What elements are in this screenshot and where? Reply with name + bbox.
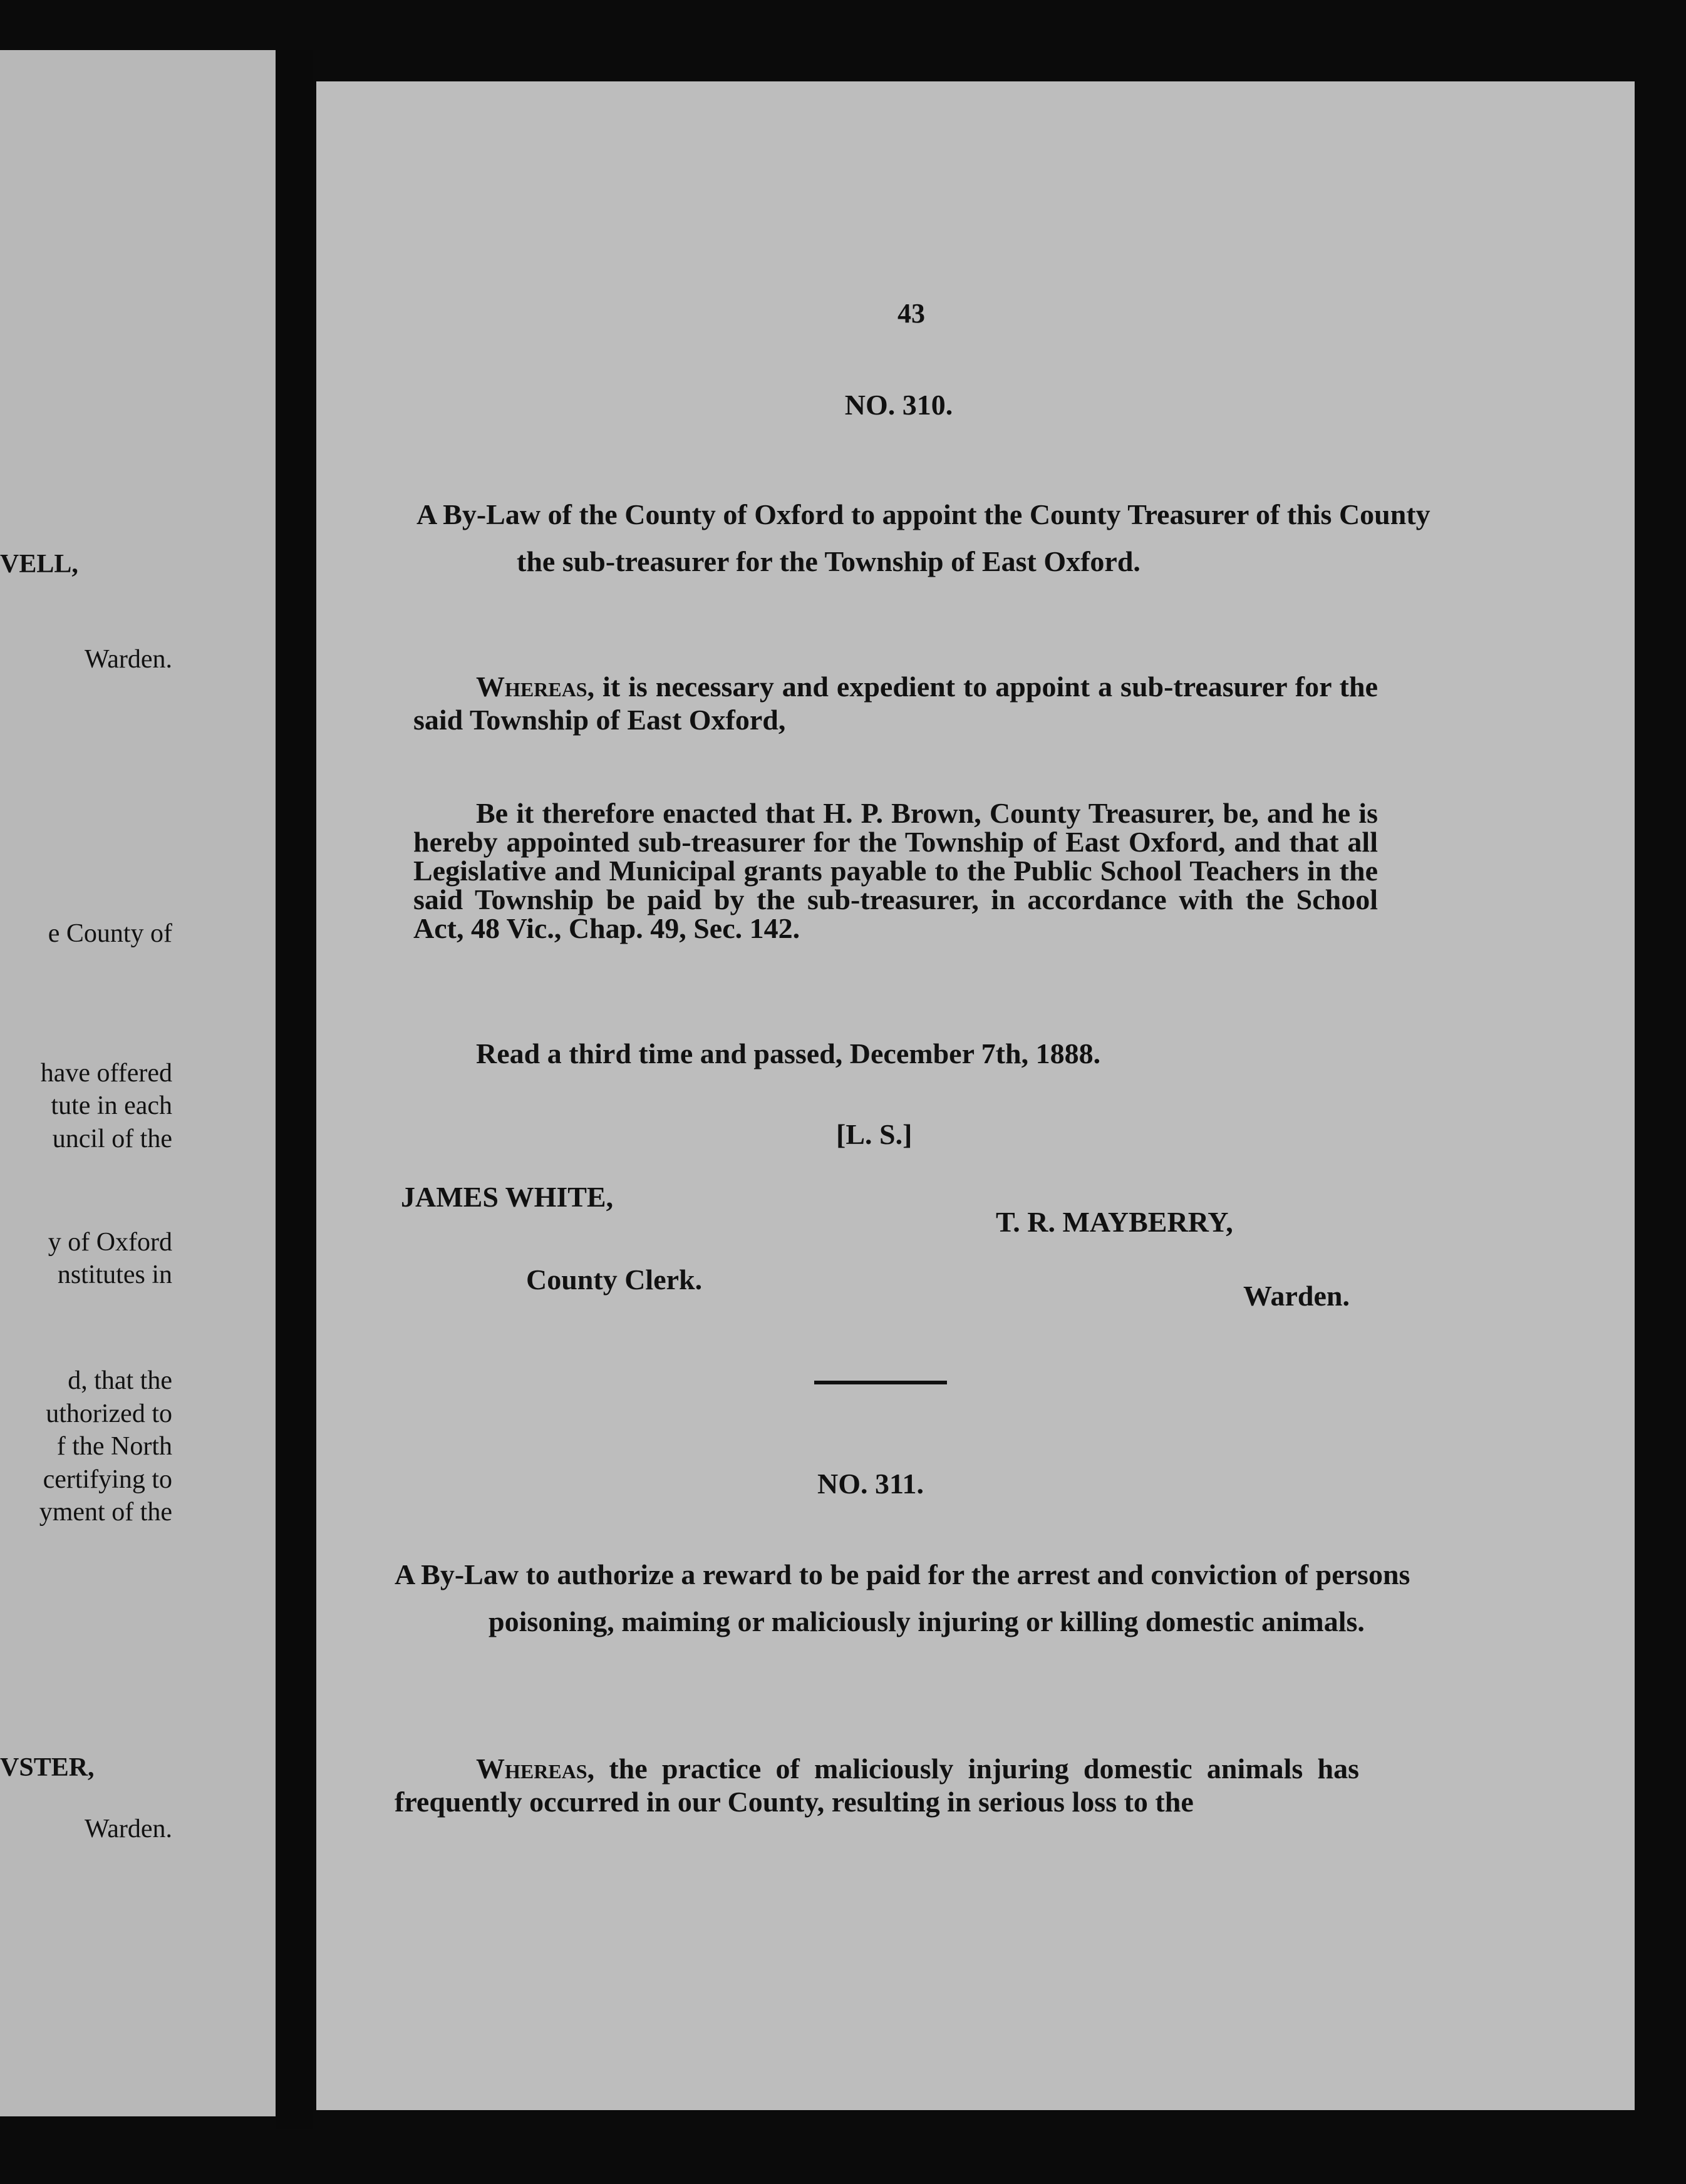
left-line: VELL, <box>0 550 78 579</box>
left-line: VSTER, <box>0 1753 95 1782</box>
seal: [L. S.] <box>836 1118 913 1150</box>
warden-name: T. R. MAYBERRY, <box>996 1206 1233 1238</box>
bylaw-310-passed: Read a third time and passed, December 7th, 1888. <box>476 1038 1101 1069</box>
whereas-text: it is necessary and expedient to appoint a sub-treasurer for the said Township of East Oxford, <box>413 671 1378 736</box>
left-line: f the North <box>56 1432 172 1461</box>
right-page <box>316 81 1635 2110</box>
left-line: tute in each <box>51 1091 172 1120</box>
left-line: nstitutes in <box>57 1260 172 1289</box>
bylaw-310-enacting: Be it therefore enacted that H. P. Brown, County Treasurer, be, and he is hereby appointed sub-treasurer for the Township of East Oxford, and that all Legislative and Municipal grants payable to the Public School Teachers in the said Township be paid by the sub-treasurer, in accordance with the School Act, 48 Vic., Chap. 49, Sec. 142. <box>413 797 1378 944</box>
clerk-title: County Clerk. <box>526 1264 703 1295</box>
left-line: have offered <box>40 1059 172 1088</box>
bylaw-310-heading: NO. 310. <box>844 389 953 421</box>
left-line: d, that the <box>68 1366 172 1395</box>
whereas-lead: Whereas, <box>476 671 595 703</box>
clerk-name: JAMES WHITE, <box>401 1181 614 1213</box>
left-line: e County of <box>48 919 172 948</box>
warden-title: Warden. <box>1243 1280 1350 1312</box>
left-line: certifying to <box>43 1465 172 1494</box>
whereas-text: the practice of maliciously injuring domestic animals has frequently occurred in our County, resulting in serious loss to the <box>395 1753 1359 1818</box>
bylaw-310-title: A By-Law of the County of Oxford to appoint the County Treasurer of this County the sub-treasurer for the Township of East Oxford. <box>416 498 1430 577</box>
whereas-lead: Whereas, <box>476 1753 595 1785</box>
left-line: uthorized to <box>46 1399 172 1428</box>
left-line: uncil of the <box>52 1125 172 1153</box>
bylaw-311-heading: NO. 311. <box>817 1468 924 1500</box>
bylaw-311-title: A By-Law to authorize a reward to be paid for the arrest and conviction of persons poisoning, maiming or maliciously injuring or killing domestic animals. <box>395 1558 1410 1637</box>
left-line: Warden. <box>84 645 172 674</box>
left-line: yment of the <box>39 1498 172 1527</box>
bylaw-310-whereas <box>413 670 1378 737</box>
bylaw-311-whereas <box>395 1752 1359 1819</box>
page-number: 43 <box>897 298 925 329</box>
section-divider <box>814 1381 947 1384</box>
page-gutter <box>276 50 313 2129</box>
left-page <box>0 50 276 2116</box>
left-line: y of Oxford <box>48 1228 172 1257</box>
left-line: Warden. <box>84 1815 172 1843</box>
